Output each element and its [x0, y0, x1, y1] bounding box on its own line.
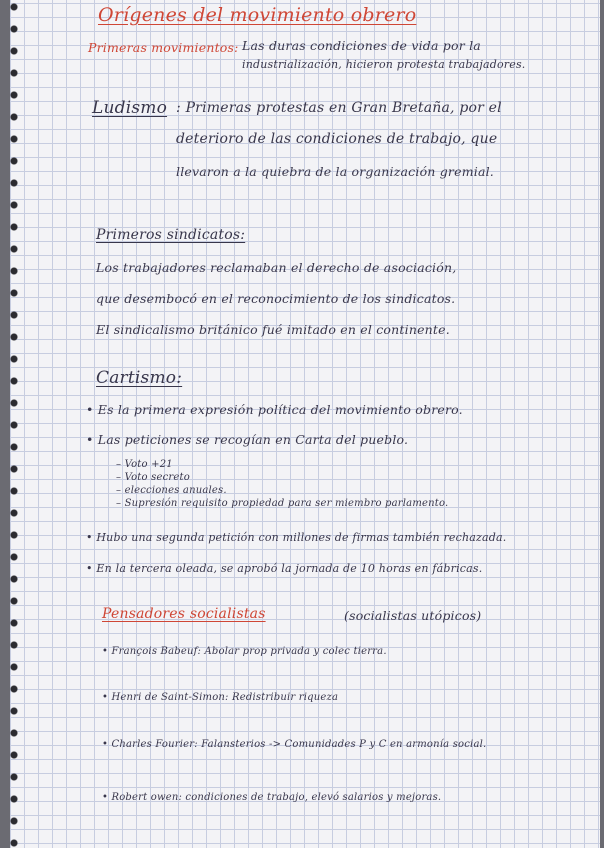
sindicatos-line-3: El sindicalismo británico fué imitado en el continente.: [96, 322, 450, 337]
intro-line-1: Las duras condiciones de vida por la: [242, 38, 481, 53]
intro-label: Primeras movimientos:: [88, 40, 239, 55]
intro-line-2: industrialización, hicieron protesta trabajadores.: [242, 58, 526, 71]
spiral-holes: [10, 0, 24, 848]
cartismo-bullet-1: • Es la primera expresión política del movimiento obrero.: [86, 402, 463, 417]
ludismo-line-2: deterioro de las condiciones de trabajo, que: [176, 131, 498, 147]
cartismo-bullet-3: • Hubo una segunda petición con millones de firmas también rechazada.: [86, 531, 507, 544]
pensadores-heading: Pensadores socialistas: [102, 606, 266, 622]
cartismo-bullet-2: • Las peticiones se recogían en Carta del pueblo.: [86, 432, 409, 447]
cartismo-heading: Cartismo:: [96, 368, 183, 388]
cartismo-sub-1: – Voto +21: [116, 459, 173, 470]
cartismo-sub-4: – Supresión requisito propiedad para ser miembro parlamento.: [116, 498, 449, 509]
cartismo-bullet-4: • En la tercera oleada, se aprobó la jornada de 10 horas en fábricas.: [86, 562, 483, 575]
ludismo-line-1: : Primeras protestas en Gran Bretaña, por el: [176, 100, 502, 116]
pensador-item-babeuf: • François Babeuf: Abolar prop privada y colec tierra.: [102, 646, 387, 657]
pensador-item-fourier: • Charles Fourier: Falansterios -> Comunidades P y C en armonía social.: [102, 739, 487, 750]
cartismo-sub-3: – elecciones anuales.: [116, 485, 227, 496]
page-title: Orígenes del movimiento obrero: [98, 4, 417, 26]
sindicatos-heading: Primeros sindicatos:: [96, 227, 246, 243]
pensadores-note: (socialistas utópicos): [344, 608, 482, 623]
cartismo-sub-2: – Voto secreto: [116, 472, 190, 483]
notebook-page: [10, 0, 600, 848]
sindicatos-line-1: Los trabajadores reclamaban el derecho de asociación,: [96, 260, 457, 275]
ludismo-label: Ludismo: [92, 98, 168, 118]
ludismo-line-3: llevaron a la quiebra de la organización gremial.: [176, 164, 494, 179]
sindicatos-line-2: que desembocó en el reconocimiento de los sindicatos.: [96, 291, 456, 306]
pensador-item-saint-simon: • Henri de Saint-Simon: Redistribuir riqueza: [102, 692, 339, 703]
pensador-item-owen: • Robert owen: condiciones de trabajo, elevó salarios y mejoras.: [102, 792, 442, 803]
